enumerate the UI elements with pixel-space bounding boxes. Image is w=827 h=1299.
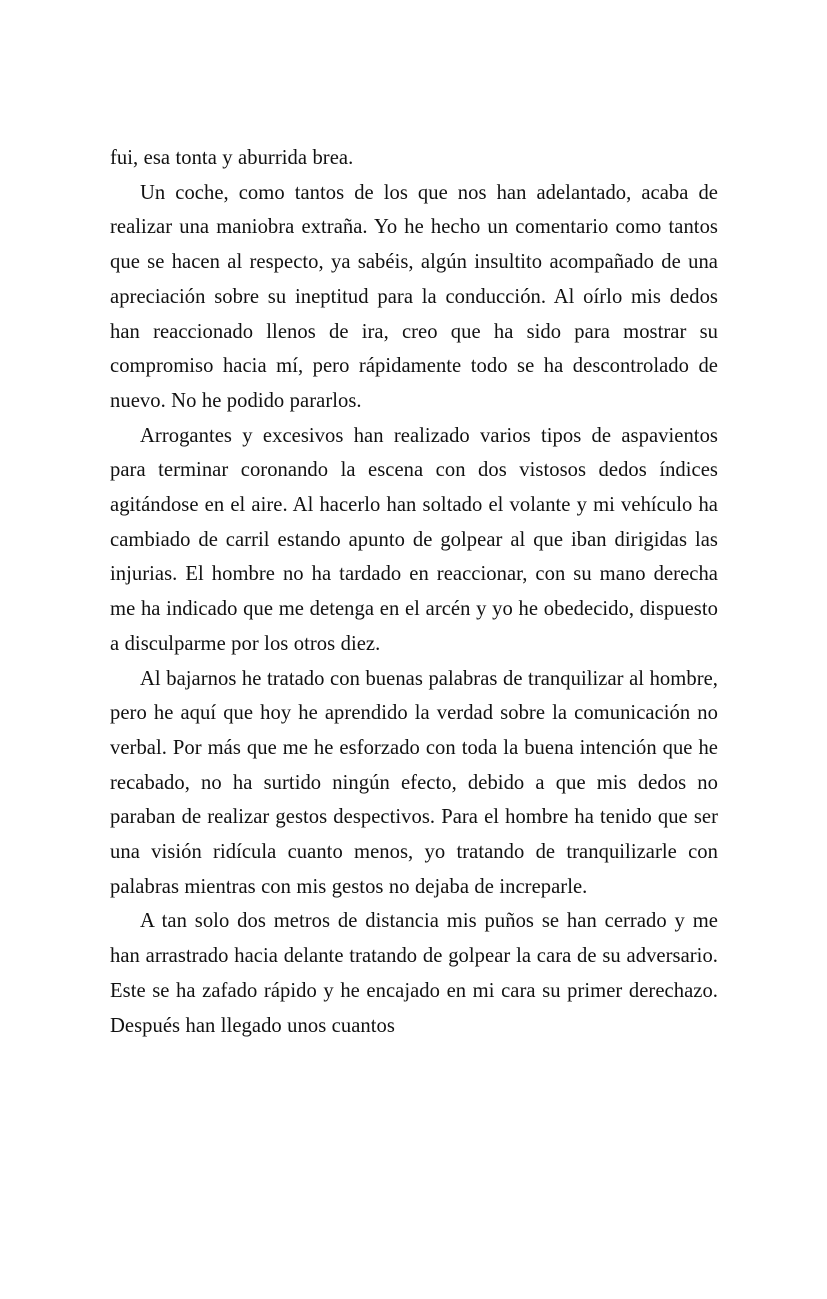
paragraph: A tan solo dos metros de distancia mis puños se han cerrado y me han arrastrado hacia delante tratando de golpear la cara de su adversario. Este se ha zafado rápido y he encajado en mi cara su primer derechazo. Después han llegado unos cuantos (110, 910, 718, 1037)
page-text-block (110, 141, 718, 1043)
paragraph-continuation: fui, esa tonta y aburrida brea. (110, 147, 354, 169)
paragraph: Arrogantes y excesivos han realizado varios tipos de aspavientos para terminar coronando la escena con dos vistosos dedos índices agitándose en el aire. Al hacerlo han soltado el volante y mi vehículo ha cambiado de carril estando apunto de golpear al que iban dirigidas las injurias. El hombre no ha tardado en reaccionar, con su mano derecha me ha indicado que me detenga en el arcén y yo he obedecido, dispuesto a disculparme por los otros diez. (110, 424, 718, 655)
paragraph: Al bajarnos he tratado con buenas palabras de tranquilizar al hombre, pero he aquí que hoy he aprendido la verdad sobre la comunicación no verbal. Por más que me he esforzado con toda la buena intención que he recabado, no ha surtido ningún efecto, debido a que mis dedos no paraban de realizar gestos despectivos. Para el hombre ha tenido que ser una visión ridícula cuanto menos, yo tratando de tranquilizarle con palabras mientras con mis gestos no dejaba de increparle. (110, 667, 718, 898)
paragraph: Un coche, como tantos de los que nos han adelantado, acaba de realizar una maniobra extraña. Yo he hecho un comentario como tantos que se hacen al respecto, ya sabéis, algún insultito acompañado de una apreciación sobre su ineptitud para la conducción. Al oírlo mis dedos han reaccionado llenos de ira, creo que ha sido para mostrar su compromiso hacia mí, pero rápidamente todo se ha descontrolado de nuevo. No he podido pararlos. (110, 181, 718, 412)
